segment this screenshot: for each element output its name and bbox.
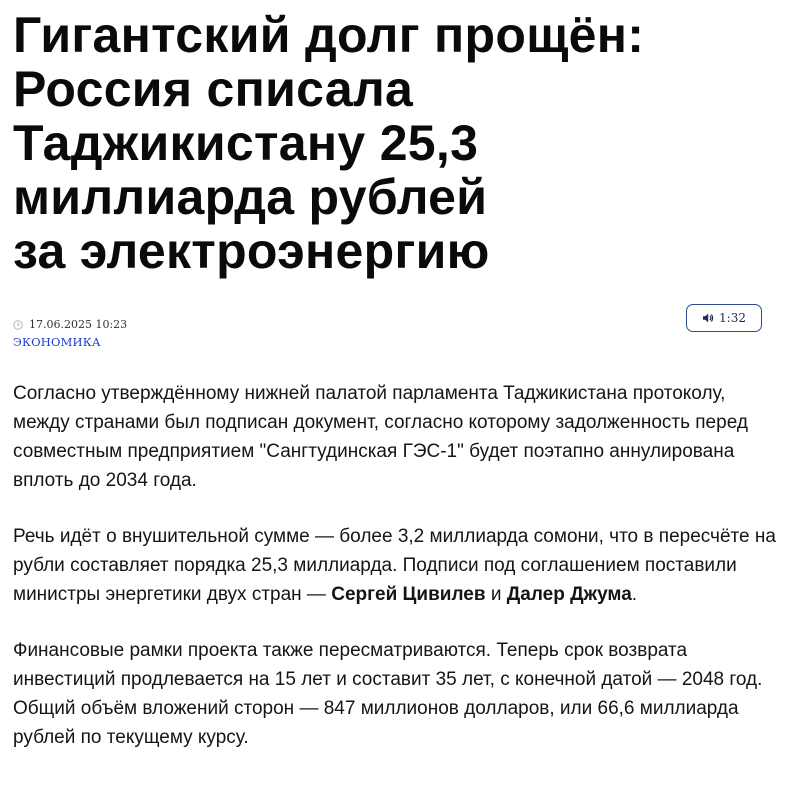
headline-line: миллиарда рублей [13, 169, 488, 225]
paragraph: Финансовые рамки проекта также пересматриваются. Теперь срок возврата инвестиций продлевается на 15 лет и составит 35 лет, с конечной датой — 2048 год. Общий объём вложений сторон — 847 миллионов долларов, или 66,6 миллиарда рублей по текущему курсу. [13, 640, 763, 748]
headline [13, 0, 783, 278]
speaker-icon [702, 312, 714, 324]
clock-icon [13, 320, 23, 330]
headline-line: Гигантский долг прощён: [13, 7, 645, 63]
paragraph [13, 522, 783, 609]
paragraph: Согласно утверждённому нижней палатой парламента Таджикистана протоколу, между странами был подписан документ, согласно которому задолженность перед совместным предприятием "Сангтудинская ГЭС-1" будет поэтапно аннулирована вплоть до 2034 года. [13, 383, 748, 491]
publish-date [13, 318, 127, 331]
article-meta [13, 304, 783, 354]
headline-line: Таджикистану 25,3 [13, 115, 479, 171]
article [13, 0, 783, 779]
headline-line: за электроэнергию [13, 223, 490, 279]
headline-line: Россия списала [13, 61, 414, 117]
paragraph-text: . [631, 584, 638, 605]
person-name: Далер Джума [506, 584, 632, 605]
article-body [13, 379, 783, 752]
person-name: Сергей Цивилев [331, 584, 486, 605]
category-link[interactable]: ЭКОНОМИКА [13, 335, 101, 349]
paragraph-text: Речь идёт о внушительной сумме — более 3,2 миллиарда сомони, что в пересчёте на рубли составляет порядка 25,3 миллиарда. Подписи под соглашением поставили министры энергетики двух стран — [13, 526, 776, 605]
publish-date-text: 17.06.2025 10:23 [29, 318, 128, 331]
listen-audio-button[interactable] [686, 304, 762, 332]
paragraph-text: и [485, 584, 507, 605]
audio-duration: 1:32 [719, 311, 746, 325]
